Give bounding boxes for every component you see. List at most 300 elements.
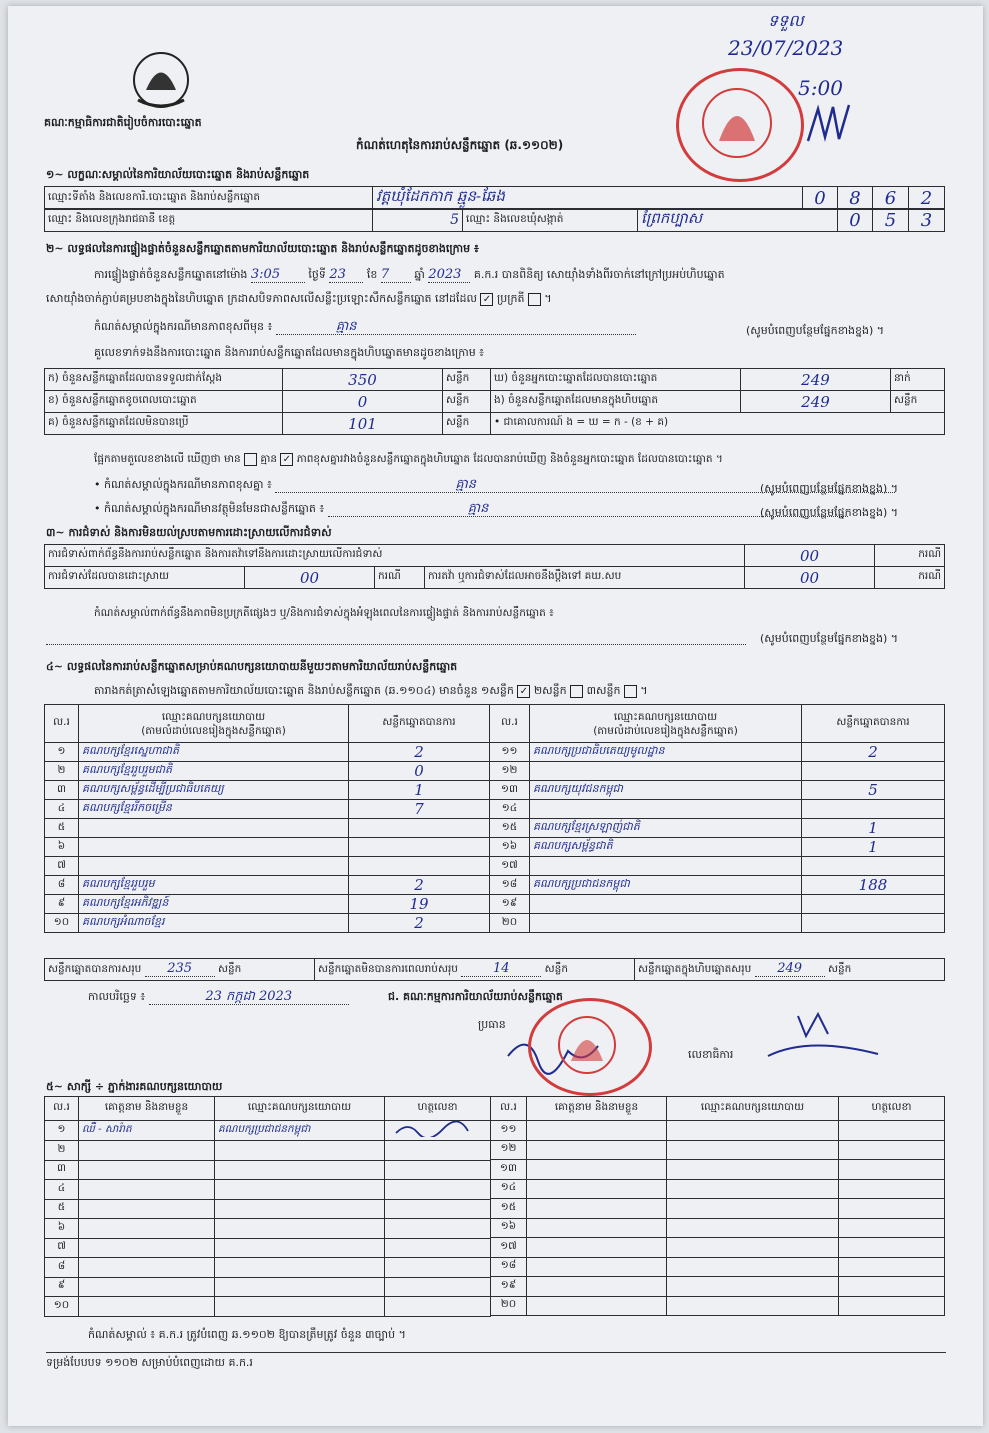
station-digit-1: 0 — [803, 187, 838, 210]
result-row-right-7 — [490, 857, 945, 876]
witness-row-right-4 — [491, 1179, 945, 1199]
witness-row-left-5 — [45, 1199, 491, 1219]
witness-party — [667, 1179, 839, 1199]
witness-no: ១ — [45, 1121, 79, 1141]
document-sheet — [8, 6, 983, 1426]
total-valid-cell — [45, 959, 315, 981]
verify-line-text: គ.ក.រ បានពិនិត្យ សោយ៉ាំងទាំងពីរចាក់នៅក្រៅប្រអប់ហិបឆ្នោត — [473, 268, 725, 281]
witness-row-right-8 — [491, 1257, 945, 1277]
result-party: គណបក្សខ្មែររួបរួម — [79, 876, 349, 895]
witness-row-right-3 — [491, 1160, 945, 1180]
witness-party — [215, 1277, 385, 1297]
result-votes — [349, 819, 490, 838]
witness-name — [527, 1238, 667, 1258]
result-row-right-3 — [490, 781, 945, 800]
section4-heading: ៤~ លទ្ធផលនៃការរាប់សន្លឹកឆ្នោតសម្រាប់គណបក្សនយោបាយនីមួយៗតាមការិយាល័យរាប់សន្លឹកឆ្នោត — [46, 660, 458, 673]
witness-signature — [385, 1121, 491, 1141]
verify-day: 23 — [329, 268, 363, 283]
witness-no: ២ — [45, 1141, 79, 1161]
result-party: គណបក្សយុវជនកម្ពុជា — [530, 781, 802, 800]
result-votes — [802, 895, 945, 914]
col-party-left — [79, 705, 349, 743]
witness-name — [527, 1199, 667, 1219]
witness-name — [79, 1258, 215, 1278]
result-votes — [349, 857, 490, 876]
witness-row-left-2 — [45, 1141, 491, 1161]
note3-line — [94, 502, 848, 517]
witness-signature — [385, 1238, 491, 1258]
result-votes: 19 — [349, 895, 490, 914]
result-party — [79, 819, 349, 838]
objection-r1-unit: ករណី — [875, 545, 945, 567]
station-value: វត្តឃុំដែកកាក ឆ្មួន-ឆែង — [373, 187, 803, 210]
result-votes: 7 — [349, 800, 490, 819]
witness-col-sign-right: ហត្ថលេខា — [839, 1097, 945, 1121]
result-no: ១០ — [45, 914, 79, 933]
section1-heading: ១~ លក្ខណៈសម្គាល់នៃការិយាល័យបោះឆ្នោត និងរាប់សន្លឹកឆ្នោត — [46, 168, 310, 181]
witness-name — [527, 1296, 667, 1316]
result-votes — [802, 800, 945, 819]
count-a-value: 350 — [283, 369, 443, 391]
objection-r3-unit: ករណី — [875, 567, 945, 589]
fill-hint-4: (សូមបំពេញបន្ថែមផ្នែកខាងខ្នង) ។ — [760, 632, 899, 645]
secretary-signature-icon — [748, 1006, 888, 1066]
station-digit-2: 8 — [838, 187, 873, 210]
witness-signature — [839, 1199, 945, 1219]
count-a-unit: សន្លឹក — [443, 369, 491, 391]
col-no-right: ល.រ — [490, 705, 530, 743]
witness-no: ៣ — [45, 1160, 79, 1180]
count-d-unit: នាក់ — [891, 369, 945, 391]
witness-table-left — [44, 1096, 491, 1317]
note3-value: គ្មាន — [328, 502, 848, 517]
witness-row-right-5 — [491, 1199, 945, 1219]
result-party: គណបក្សសម្ព័ន្ធជាតិ — [530, 838, 802, 857]
results-table-left — [44, 704, 490, 933]
result-no: ១៧ — [490, 857, 530, 876]
witness-row-left-8 — [45, 1258, 491, 1278]
total-invalid-value: 14 — [461, 961, 541, 977]
result-row-left-3 — [45, 781, 490, 800]
result-party — [530, 914, 802, 933]
witness-name — [527, 1140, 667, 1160]
count-a-label: ក) ចំនួនសន្លឹកឆ្នោតដែលបានទទួលជាក់ស្តែង — [45, 369, 283, 391]
witness-signature — [385, 1277, 491, 1297]
received-date: 23/07/2023 — [728, 36, 844, 60]
nec-emblem-icon — [126, 50, 196, 114]
result-votes: 5 — [802, 781, 945, 800]
result-votes: 2 — [349, 743, 490, 762]
verify-day-label: ថ្ងៃទី — [308, 268, 326, 281]
count-d-value: 249 — [741, 369, 891, 391]
witness-row-left-4 — [45, 1180, 491, 1200]
witness-no: ១៩ — [491, 1277, 527, 1297]
counts-intro: គួលេខទាក់ទងនឹងការបោះឆ្នោត និងការរាប់សន្លឹកឆ្នោតដែលមានក្នុងហិបឆ្នោតមានដូចខាងក្រោម ៖ — [94, 346, 485, 359]
province-number: 5 — [373, 209, 463, 232]
result-party — [530, 762, 802, 781]
witness-signature — [839, 1238, 945, 1258]
count-e-unit: សន្លឹក — [891, 391, 945, 413]
three-sheet-label: ៣សន្លឹក — [586, 684, 621, 697]
count-b-unit: សន្លឹក — [443, 391, 491, 413]
result-row-right-5 — [490, 819, 945, 838]
result-row-left-10 — [45, 914, 490, 933]
witness-signature — [385, 1141, 491, 1161]
witness-name — [79, 1219, 215, 1239]
count-d-label: ឃ) ចំនួនអ្នកបោះឆ្នោតដែលបានបោះឆ្នោត — [491, 369, 741, 391]
witness-party — [215, 1258, 385, 1278]
witness-no: ១០ — [45, 1297, 79, 1317]
result-no: ១ — [45, 743, 79, 762]
commune-value: ព្រៃកប្បាស — [638, 209, 838, 232]
verify-time: 3:05 — [251, 268, 305, 283]
result-row-left-9 — [45, 895, 490, 914]
count-c-label: គ) ចំនួនសន្លឹកឆ្នោតដែលមិនបានប្រើ — [45, 413, 283, 435]
result-row-left-4 — [45, 800, 490, 819]
no-diff-label: គ្មាន — [260, 453, 278, 465]
objection-r3-label: ការតវ៉ា ឬការជំទាស់ដែលអាចនឹងប្តឹងទៅ គឃ.សប — [425, 567, 745, 589]
witness-col-no-right: ល.រ — [491, 1097, 527, 1121]
col-party-left-sub: (តាមលំដាប់លេខរៀងក្នុងសន្លឹកឆ្នោត) — [141, 724, 286, 737]
col-party-right-sub: (តាមលំដាប់លេខរៀងក្នុងសន្លឹកឆ្នោត) — [593, 724, 738, 737]
date-label: កាលបរិច្ឆេទ ៖ — [88, 990, 146, 1003]
witness-party — [667, 1238, 839, 1258]
tally-sheets-text: តារាងកត់ត្រាសំឡេងឆ្នោតតាមការិយាល័យបោះឆ្នោត និងរាប់សន្លឹកឆ្នោត (ឆ.១១០៤) មានចំនួន ១សន្លឹក — [94, 684, 514, 697]
witness-party — [215, 1297, 385, 1317]
fill-hint-1: (សូមបំពេញបន្ថែមផ្នែកខាងខ្នង) ។ — [746, 324, 885, 337]
total-valid-unit: សន្លឹក — [218, 963, 242, 975]
total-invalid-cell — [315, 959, 635, 981]
total-box-unit: សន្លឹក — [828, 963, 852, 975]
witness-signature — [385, 1180, 491, 1200]
lock-line-text: សោយ៉ាំងចាក់ភ្ជាប់គម្របខាងក្នុងនៃហិបឆ្នោត ក្រដាសបិទភាពសលើសន្លឹះប្រឡោះសឹកសន្លឹកឆ្នោត នៅដដែល — [46, 292, 477, 305]
witness-party — [667, 1277, 839, 1297]
witness-col-sign-left: ហត្ថលេខា — [385, 1097, 491, 1121]
fill-hint-2: (សូមបំពេញបន្ថែមផ្នែកខាងខ្នង) ។ — [760, 482, 899, 495]
witness-party — [667, 1121, 839, 1141]
result-party: គណបក្សខ្មែររួបរួមជាតិ — [79, 762, 349, 781]
witness-party — [667, 1199, 839, 1219]
commune-label: ឈ្មោះ និងលេខឃុំសង្កាត់ — [463, 209, 638, 232]
count-formula: • ជាគោលការណ៍ ង = ឃ = ក - (ខ + គ) — [491, 413, 945, 435]
result-row-right-9 — [490, 895, 945, 914]
result-party: គណបក្សខ្មែរអភិវឌ្ឍន៍ — [79, 895, 349, 914]
verify-month: 7 — [381, 268, 411, 283]
ok-checkbox[interactable]: ✓ — [480, 293, 493, 306]
province-label: ឈ្មោះ និងលេខក្រុងរាជធានី ខេត្ត — [45, 209, 373, 232]
official-seal-top — [676, 68, 804, 182]
result-party: គណបក្សសម្ព័ន្ធដើម្បីប្រជាធិបតេយ្យ — [79, 781, 349, 800]
col-party-right — [530, 705, 802, 743]
count-c-unit: សន្លឹក — [443, 413, 491, 435]
witness-no: ១៨ — [491, 1257, 527, 1277]
result-party: គណបក្សខ្មែរស្រឡាញ់ជាតិ — [530, 819, 802, 838]
witness-name — [527, 1257, 667, 1277]
result-no: ១២ — [490, 762, 530, 781]
witness-no: ៨ — [45, 1258, 79, 1278]
col-no-left: ល.រ — [45, 705, 79, 743]
has-diff-checkbox[interactable] — [244, 453, 257, 466]
org-name: គណៈកម្មាធិការជាតិរៀបចំការបោះឆ្នោត — [44, 116, 202, 129]
compare-line — [94, 452, 723, 466]
result-votes: 1 — [802, 819, 945, 838]
compare-line-text: ផ្អែកតាមតួលេខខាងលើ ឃើញថា មាន — [94, 453, 241, 465]
result-party — [530, 800, 802, 819]
witness-signature — [385, 1258, 491, 1278]
result-votes — [802, 857, 945, 876]
witness-name — [79, 1180, 215, 1200]
counts-table — [44, 368, 945, 435]
count-e-value: 249 — [741, 391, 891, 413]
witness-name — [527, 1121, 667, 1141]
witness-name — [79, 1238, 215, 1258]
witness-col-party-right: ឈ្មោះគណបក្សនយោបាយ — [667, 1097, 839, 1121]
witness-name — [79, 1297, 215, 1317]
note3-label: • កំណត់សម្គាល់ក្នុងករណីមានវត្ថុមិនមែនជាសន្លឹកឆ្នោត ៖ — [94, 502, 325, 515]
witness-party — [215, 1141, 385, 1161]
result-party — [79, 838, 349, 857]
station-digit-3: 6 — [873, 187, 909, 210]
result-no: ១៤ — [490, 800, 530, 819]
witness-signature — [839, 1296, 945, 1316]
three-sheet-checkbox[interactable] — [624, 685, 637, 698]
two-sheet-label: ២សន្លឹក — [533, 684, 567, 697]
date-line — [88, 990, 349, 1005]
section1-table — [44, 186, 945, 210]
result-no: ៥ — [45, 819, 79, 838]
witness-no: ២០ — [491, 1296, 527, 1316]
section3-heading: ៣~ ការជំទាស់ និងការមិនយល់ស្របតាមការដោះស្រាយលើការជំទាស់ — [46, 526, 332, 539]
result-no: ៧ — [45, 857, 79, 876]
result-party: គណបក្សអំណាចខ្មែរ — [79, 914, 349, 933]
total-invalid-unit: សន្លឹក — [544, 963, 568, 975]
result-row-left-6 — [45, 838, 490, 857]
objection-r2-unit: ករណី — [375, 567, 425, 589]
witness-signature — [839, 1179, 945, 1199]
witness-no: ១៧ — [491, 1238, 527, 1258]
result-party: គណបក្សខ្មែរស្នេហាជាតិ — [79, 743, 349, 762]
witness-signature-icon — [388, 1121, 478, 1137]
objection-note: កំណត់សម្គាល់ពាក់ព័ន្ធនឹងភាពមិនប្រក្រតីផ្សេងៗ ឬ/និងការជំទាស់ក្នុងអំឡុងពេលនៃការផ្ទៀងផ្ទាត់ និងការរាប់សន្លឹកឆ្នោត ៖ — [94, 607, 554, 619]
total-valid-label: សន្លឹកឆ្នោតបានការសរុប — [48, 963, 142, 975]
witness-name — [527, 1277, 667, 1297]
commune-digit-1: 0 — [838, 209, 873, 232]
result-no: ៣ — [45, 781, 79, 800]
note1-value: គ្មាន — [276, 320, 636, 335]
col-votes-left: សន្លឹកឆ្នោតបានការ — [349, 705, 490, 743]
official-seal-bottom — [528, 998, 652, 1096]
verify-line — [94, 268, 725, 283]
result-no: ៩ — [45, 895, 79, 914]
result-votes: 0 — [349, 762, 490, 781]
witness-row-left-3 — [45, 1160, 491, 1180]
witness-name — [79, 1199, 215, 1219]
result-votes — [349, 838, 490, 857]
result-votes — [802, 762, 945, 781]
witness-signature — [839, 1121, 945, 1141]
no-diff-checkbox[interactable]: ✓ — [280, 453, 293, 466]
result-row-left-1 — [45, 743, 490, 762]
received-note: ទទួល — [768, 11, 804, 30]
witness-no: ៥ — [45, 1199, 79, 1219]
count-b-value: 0 — [283, 391, 443, 413]
witness-name — [79, 1141, 215, 1161]
result-row-left-7 — [45, 857, 490, 876]
witness-signature — [385, 1199, 491, 1219]
result-party — [530, 895, 802, 914]
result-row-left-5 — [45, 819, 490, 838]
result-no: ២០ — [490, 914, 530, 933]
note2-label: • កំណត់សម្គាល់ក្នុងករណីមានភាពខុសគ្នា ៖ — [94, 478, 272, 491]
result-row-right-2 — [490, 762, 945, 781]
result-votes: 2 — [349, 914, 490, 933]
commune-digit-2: 5 — [873, 209, 909, 232]
objection-r1-label: ការជំទាស់ពាក់ព័ន្ធនឹងការរាប់សន្លឹកឆ្នោត និងការតវ៉ាទៅនឹងការដោះស្រាយលើការជំទាស់ — [45, 545, 745, 567]
result-party — [79, 857, 349, 876]
col-party-right-title: ឈ្មោះគណបក្សនយោបាយ — [613, 710, 718, 723]
witness-row-left-9 — [45, 1277, 491, 1297]
count-c-value: 101 — [283, 413, 443, 435]
witness-no: ៩ — [45, 1277, 79, 1297]
witness-no: ១២ — [491, 1140, 527, 1160]
witness-col-name-right: គោត្តនាម និងនាមខ្លួន — [527, 1097, 667, 1121]
witness-no: ១១ — [491, 1121, 527, 1141]
fill-hint-3: (សូមបំពេញបន្ថែមផ្នែកខាងខ្នង) ។ — [760, 506, 899, 519]
result-votes: 2 — [349, 876, 490, 895]
result-no: ២ — [45, 762, 79, 781]
station-label: ឈ្មោះទីតាំង និងលេខការិ.បោះឆ្នោត និងរាប់សន្លឹកឆ្នោត — [45, 187, 373, 210]
col-party-left-title: ឈ្មោះគណបក្សនយោបាយ — [161, 710, 266, 723]
result-row-left-2 — [45, 762, 490, 781]
witness-party — [215, 1199, 385, 1219]
witness-row-right-2 — [491, 1140, 945, 1160]
result-no: ១៥ — [490, 819, 530, 838]
total-invalid-label: សន្លឹកឆ្នោតមិនបានការពេលរាប់សរុប — [318, 963, 458, 975]
section2-heading: ២~ លទ្ធផលនៃការផ្ទៀងផ្ទាត់ចំនួនសន្លឹកឆ្នោតតាមការិយាល័យបោះឆ្នោត និងរាប់សន្លឹកឆ្នោតដូចខាងក្រោម ៖ — [46, 242, 479, 255]
witness-row-right-10 — [491, 1296, 945, 1316]
witness-row-right-9 — [491, 1277, 945, 1297]
committee-label: ជ. គណៈកម្មការការិយាល័យរាប់សន្លឹកឆ្នោត — [388, 990, 563, 1003]
date-value: 23 កក្កដា 2023 — [149, 990, 349, 1005]
witness-name: ឈឺ - សារ៉ាត — [79, 1121, 215, 1141]
witness-signature — [385, 1219, 491, 1239]
results-totals — [44, 958, 945, 981]
witness-row-left-1 — [45, 1121, 491, 1141]
result-no: ៤ — [45, 800, 79, 819]
witness-party — [667, 1140, 839, 1160]
witness-name — [527, 1218, 667, 1238]
witness-name — [527, 1179, 667, 1199]
witness-row-left-10 — [45, 1297, 491, 1317]
witness-signature — [385, 1160, 491, 1180]
witness-no: ៤ — [45, 1180, 79, 1200]
witness-party — [215, 1238, 385, 1258]
lock-line: សោយ៉ាំងចាក់ភ្ជាប់គម្របខាងក្នុងនៃហិបឆ្នោត ក្រដាសបិទភាពសលើសន្លឹះប្រឡោះសឹកសន្លឹកឆ្នោត នៅដដែល ✓ ប្រក្រតី ។ — [46, 292, 552, 305]
witness-name — [79, 1277, 215, 1297]
witness-name — [79, 1160, 215, 1180]
total-box-label: សន្លឹកឆ្នោតក្នុងហិបឆ្នោតសរុប — [638, 963, 752, 975]
witness-no: ១៣ — [491, 1160, 527, 1180]
witness-row-right-7 — [491, 1238, 945, 1258]
result-votes: 2 — [802, 743, 945, 762]
col-votes-right: សន្លឹកឆ្នោតបានការ — [802, 705, 945, 743]
result-party: គណបក្សប្រជាជនកម្ពុជា — [530, 876, 802, 895]
total-valid-value: 235 — [145, 961, 215, 977]
result-no: ៨ — [45, 876, 79, 895]
result-votes — [802, 914, 945, 933]
objection-r3-value: 00 — [745, 567, 875, 589]
witness-name — [527, 1160, 667, 1180]
witness-row-right-6 — [491, 1218, 945, 1238]
witness-party — [667, 1218, 839, 1238]
result-no: ១៣ — [490, 781, 530, 800]
verify-time-label: ការផ្ទៀងផ្ទាត់ចំនួនសន្លឹកឆ្នោតនៅម៉ោង — [94, 268, 248, 281]
verify-year-label: ឆ្នាំ — [414, 268, 425, 281]
verify-year: 2023 — [428, 268, 470, 283]
one-sheet-checkbox[interactable]: ✓ — [517, 685, 530, 698]
result-row-right-1 — [490, 743, 945, 762]
footer-note: កំណត់សម្គាល់ ៖ គ.ក.រ ត្រូវបំពេញ ឆ.១១០២ ឱ្យបានត្រឹមត្រូវ ចំនួន ៣ច្បាប់ ។ — [88, 1328, 406, 1341]
result-row-right-6 — [490, 838, 945, 857]
witness-signature — [385, 1297, 491, 1317]
count-b-label: ខ) ចំនួនសន្លឹកឆ្នោតខូចពេលបោះឆ្នោត — [45, 391, 283, 413]
section1-table-row2 — [44, 208, 945, 232]
station-digit-4: 2 — [909, 187, 945, 210]
result-row-left-8 — [45, 876, 490, 895]
witness-row-left-7 — [45, 1238, 491, 1258]
objection-r2-label: ការជំទាស់ដែលបានដោះស្រាយ — [45, 567, 245, 589]
witness-table-right — [490, 1096, 945, 1316]
result-votes: 1 — [349, 781, 490, 800]
witness-signature — [839, 1218, 945, 1238]
commune-digit-3: 3 — [909, 209, 945, 232]
witness-no: ១៥ — [491, 1199, 527, 1219]
witness-no: ១៤ — [491, 1179, 527, 1199]
compare-rest: ភាពខុសគ្នារវាងចំនួនសន្លឹកឆ្នោតក្នុងហិបឆ្នោត ដែលបានរាប់ឃើញ និងចំនួនអ្នកបោះឆ្នោត ដែលបានបោះឆ្នោត ។ — [296, 453, 723, 465]
count-e-label: ង) ចំនួនសន្លឹកឆ្នោតដែលមានក្នុងហិបឆ្នោត — [491, 391, 741, 413]
tally-sheets-line: តារាងកត់ត្រាសំឡេងឆ្នោតតាមការិយាល័យបោះឆ្នោត និងរាប់សន្លឹកឆ្នោត (ឆ.១១០៤) មានចំនួន ១សន្លឹក ✓ ២សន្លឹក ៣សន្លឹក ។ — [94, 684, 648, 697]
result-no: ១១ — [490, 743, 530, 762]
witness-party — [667, 1160, 839, 1180]
total-box-cell — [635, 959, 945, 981]
witness-signature — [839, 1160, 945, 1180]
witness-signature — [839, 1140, 945, 1160]
secretary-label: លេខាធិការ — [688, 1048, 734, 1061]
objection-r1-value: 00 — [745, 545, 875, 567]
witness-signature — [839, 1257, 945, 1277]
witness-party — [215, 1219, 385, 1239]
section5-heading: ៥~ សាក្សី ÷ ភ្នាក់ងារគណបក្សនយោបាយ — [46, 1080, 223, 1093]
witness-party — [667, 1257, 839, 1277]
footer-form: ទម្រង់បែបបទ ១១០២ សម្រាប់បំពេញដោយ គ.ក.រ — [46, 1356, 253, 1369]
result-row-right-10 — [490, 914, 945, 933]
two-sheet-checkbox[interactable] — [570, 685, 583, 698]
result-no: ១៩ — [490, 895, 530, 914]
not-ok-checkbox[interactable] — [528, 293, 541, 306]
footer-rule — [46, 1352, 946, 1353]
witness-col-no-left: ល.រ — [45, 1097, 79, 1121]
witness-party — [215, 1180, 385, 1200]
objection-note-line — [46, 644, 746, 645]
note1-label: កំណត់សម្គាល់ក្នុងករណីមានភាពខុសពីមុន ៖ — [94, 320, 273, 333]
results-table-right — [489, 704, 945, 933]
result-row-right-4 — [490, 800, 945, 819]
ok-label: ប្រក្រតី — [496, 292, 525, 305]
result-party: គណបក្សប្រជាធិបតេយ្យមូលដ្ឋាន — [530, 743, 802, 762]
witness-party — [215, 1160, 385, 1180]
total-box-value: 249 — [755, 961, 825, 977]
witness-signature — [839, 1277, 945, 1297]
